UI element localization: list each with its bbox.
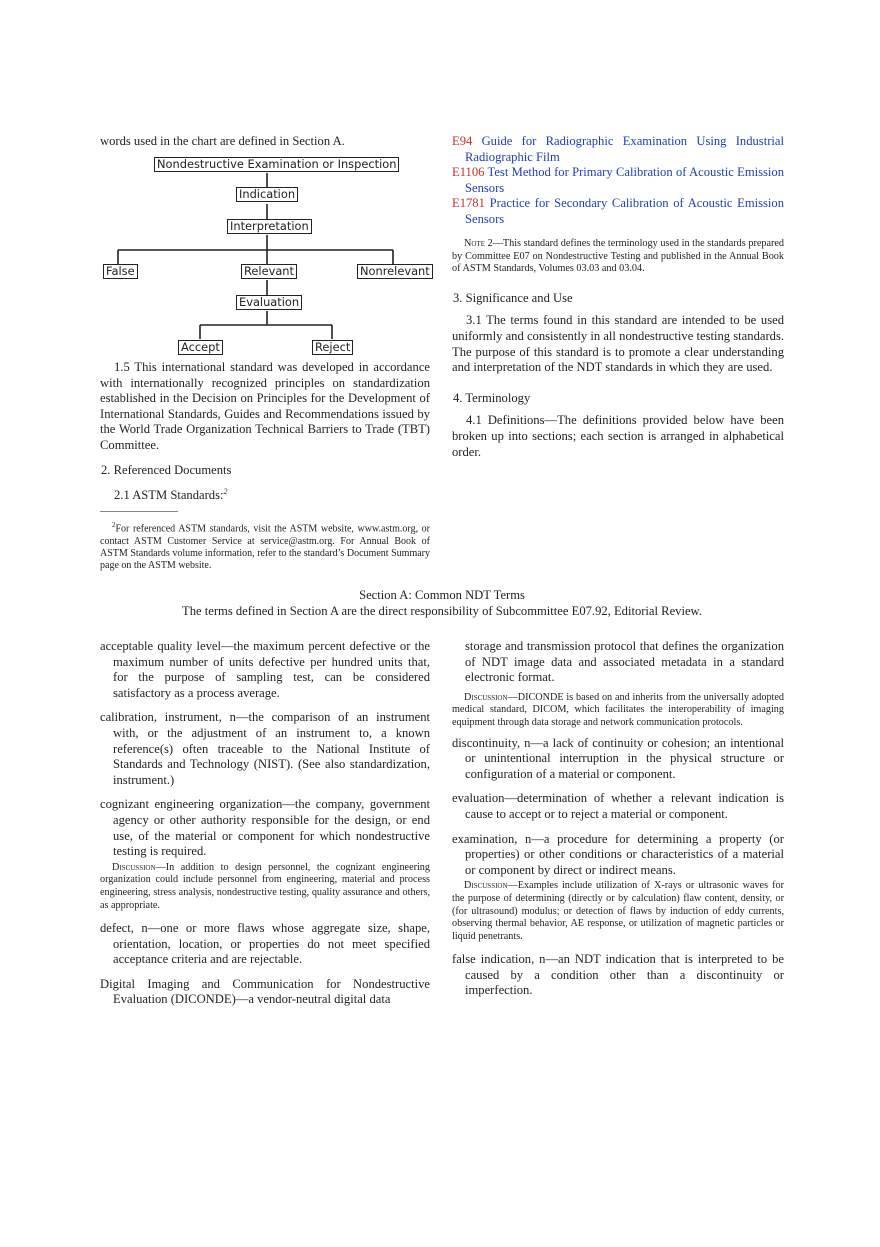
definitions-left [100, 639, 430, 1008]
discussion-text: —In addition to design personnel, the cognizant engineering organization could include personnel from engineering, material and process engineering, stress analysis, nondestructive testing, quality assurance and others, as appropriate. [100, 861, 430, 911]
right-column-top [452, 134, 784, 228]
left-column-mid [100, 360, 430, 504]
footnote-text: For referenced ASTM standards, visit the ASTM website, www.astm.org, or contact ASTM Customer Service at service@astm.org. For Annual Book of ASTM Standards volume information, refer to the standard’s Document Summary page on the ASTM website. [100, 523, 430, 571]
ref-e1106[interactable] [452, 165, 784, 196]
footnote-number: 2 [112, 521, 116, 529]
paragraph-2-1 [100, 484, 430, 504]
def-diconde-continued: storage and transmission protocol that defines the organization of NDT image data and associated metadata in a standard electronic format. [465, 639, 784, 685]
discussion-cognizant [100, 862, 430, 912]
discussion-text: —Examples include utilization of X-rays or ultrasonic waves for the purpose of determining (directly or by calculation) flaw content, density, or (for ultrasound) modulus; or detection of flaws by induction of eddy currents, observing thermal behavior, AE response, or utilization of magnetic particles or liquid penetrants. [452, 880, 784, 942]
note-text: 2—This standard defines the terminology used in the standards prepared by Committee E07 on Nondestructive Testing and published in the Annual Book of ASTM Standards, Volumes 03.03 and 03.04. [452, 238, 784, 275]
heading-significance: 3. Significance and Use [453, 290, 573, 305]
def-calibration-instrument: calibration, instrument, n—the comparison of an instrument with, or the adjustment of an instrument to, a known reference(s) often traceable to the National Institute of Standards and Technology (NIST). (See also standardization, instrument.) [100, 710, 430, 787]
ndt-flowchart [100, 153, 430, 358]
ref-e1781[interactable] [452, 196, 784, 227]
ref-code: E1781 [452, 196, 485, 211]
def-evaluation: evaluation—determination of whether a relevant indication is cause to accept or to reject a material or component. [452, 791, 784, 821]
def-cognizant-engineering-organization: cognizant engineering organization—the company, government agency or other authority responsible for the design, or end use, of the material or component for which nondestructive testing is required. [100, 797, 430, 859]
note-label: Note [464, 238, 485, 249]
def-acceptable-quality-level: acceptable quality level—the maximum percent defective or the maximum number of units defective per hundred units that, for the purpose of sampling test, can be considered satisfactory as a process average. [100, 639, 430, 700]
footnote-rule [100, 511, 178, 512]
heading-referenced-documents: 2. Referenced Documents [101, 462, 232, 477]
ref-title: Practice for Secondary Calibration of Acoustic Emission Sensors [465, 196, 785, 226]
ref-title: Guide for Radiographic Examination Using Industrial Radiographic Film [465, 134, 784, 164]
heading-terminology: 4. Terminology [453, 390, 531, 405]
definitions-right [452, 639, 784, 999]
astm-standards-label: 2.1 ASTM Standards: [114, 488, 224, 503]
ref-code: E94 [452, 134, 473, 148]
chart-intro: words used in the chart are defined in Section A. [100, 134, 345, 148]
left-column-top [100, 134, 430, 150]
discussion-label: Discussion [464, 880, 508, 892]
note-2 [452, 238, 784, 276]
footnote-ref: 2 [223, 487, 228, 497]
flow-box-evaluation: Evaluation [236, 295, 302, 310]
def-false-indication: false indication, n—an NDT indication that is interpreted to be caused by a condition other than a discontinuity or imperfection. [452, 952, 784, 998]
def-diconde: Digital Imaging and Communication for Nondestructive Evaluation (DICONDE)—a vendor-neutral digital data [100, 976, 430, 1007]
ref-e94[interactable] [452, 134, 784, 165]
flow-box-nonrelevant: Nonrelevant [357, 264, 433, 279]
def-examination: examination, n—a procedure for determining a property (or properties) or other conditions or characteristics of a material or component by direct or indirect means. [452, 831, 784, 877]
flow-box-interpretation: Interpretation [227, 219, 312, 234]
flow-box-reject: Reject [312, 340, 353, 355]
def-defect: defect, n—one or more flaws whose aggregate size, shape, orientation, location, or properties do not meet specified acceptance criteria and are rejectable. [100, 921, 430, 967]
ref-title: Test Method for Primary Calibration of Acoustic Emission Sensors [465, 165, 785, 195]
discussion-text: —DICONDE is based on and inherits from the universally adopted medical standard, DICOM, which facilitates the interoperability of imaging equipment through data storage and network communication protocols. [452, 691, 784, 728]
discussion-examination [452, 880, 784, 943]
section-a-title: Section A: Common NDT Terms [359, 588, 525, 602]
footnote [100, 519, 430, 572]
flow-box-indication: Indication [236, 187, 298, 202]
paragraph-4-1: 4.1 Definitions—The definitions provided below have been broken up into sections; each section is arranged in alphabetical order. [452, 413, 784, 459]
right-column-mid [452, 238, 784, 460]
paragraph-3-1: 3.1 The terms found in this standard are intended to be used uniformly and consistently in all nondestructive testing standards. The purpose of this standard is to promote a clear understanding and interpretation of the NDT standards in which they are used. [452, 313, 784, 375]
ref-code: E1106 [452, 165, 485, 180]
discussion-label: Discussion [112, 861, 156, 873]
flowchart-connectors [100, 153, 430, 358]
section-a-subtitle: The terms defined in Section A are the direct responsibility of Subcommittee E07.92, Editorial Review. [182, 604, 702, 618]
def-discontinuity: discontinuity, n—a lack of continuity or cohesion; an intentional or unintentional interruption in the physical structure or configuration of a material or component. [452, 735, 784, 781]
flow-box-relevant: Relevant [241, 264, 297, 279]
flow-box-nde: Nondestructive Examination or Inspection [154, 157, 399, 172]
discussion-label: Discussion [464, 691, 508, 703]
flow-box-accept: Accept [178, 340, 223, 355]
paragraph-1-5: 1.5 This international standard was developed in accordance with internationally recognized principles on standardization established in the Decision on Principles for the Development of International Standards, Guides and Recommendations issued by the World Trade Organization Technical Barriers to Trade (TBT) Committee. [100, 360, 430, 452]
discussion-diconde [452, 692, 784, 730]
flow-box-false: False [103, 264, 138, 279]
